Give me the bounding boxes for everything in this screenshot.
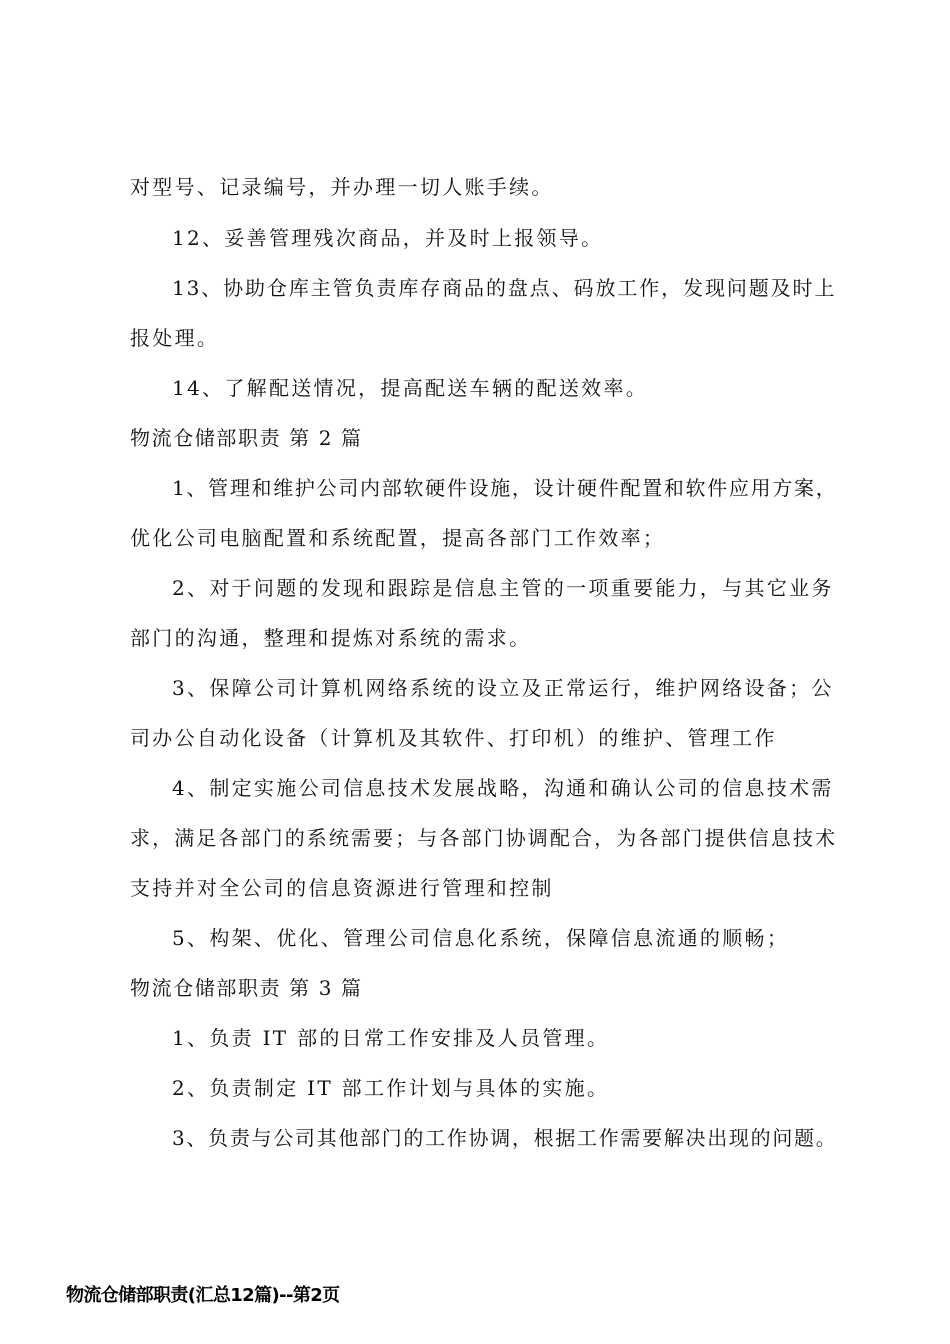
paragraph-line: 求，满足各部门的系统需要；与各部门协调配合，为各部门提供信息技术 bbox=[130, 826, 838, 850]
list-item-2: 2、对于问题的发现和跟踪是信息主管的一项重要能力，与其它业务 bbox=[172, 576, 834, 600]
list-item-4: 4、制定实施公司信息技术发展战略，沟通和确认公司的信息技术需 bbox=[172, 776, 834, 800]
list-item-3: 3、保障公司计算机网络系统的设立及正常运行，维护网络设备；公 bbox=[172, 676, 834, 700]
section-heading-3: 物流仓储部职责 第 3 篇 bbox=[130, 976, 363, 1000]
list-item-12: 12、妥善管理残次商品，并及时上报领导。 bbox=[172, 226, 604, 250]
list-item-1: 1、负责 IT 部的日常工作安排及人员管理。 bbox=[172, 1026, 610, 1050]
list-item-5: 5、构架、优化、管理公司信息化系统，保障信息流通的顺畅； bbox=[172, 926, 790, 950]
list-item-14: 14、了解配送情况，提高配送车辆的配送效率。 bbox=[172, 376, 649, 400]
page-footer: 物流仓储部职责(汇总12篇)--第2页 bbox=[66, 1285, 340, 1306]
list-item-1: 1、管理和维护公司内部软硬件设施，设计硬件配置和软件应用方案， bbox=[172, 476, 838, 500]
paragraph-line: 报处理。 bbox=[130, 326, 220, 350]
paragraph-line: 对型号、记录编号，并办理一切人账手续。 bbox=[130, 175, 554, 199]
list-item-13: 13、协助仓库主管负责库存商品的盘点、码放工作，发现问题及时上 bbox=[172, 276, 837, 300]
list-item-2: 2、负责制定 IT 部工作计划与具体的实施。 bbox=[172, 1076, 610, 1100]
paragraph-line: 优化公司电脑配置和系统配置，提高各部门工作效率； bbox=[130, 526, 666, 550]
paragraph-line: 支持并对全公司的信息资源进行管理和控制 bbox=[130, 876, 554, 900]
paragraph-line: 司办公自动化设备（计算机及其软件、打印机）的维护、管理工作 bbox=[130, 726, 777, 750]
paragraph-line: 部门的沟通，整理和提炼对系统的需求。 bbox=[130, 626, 532, 650]
list-item-3: 3、负责与公司其他部门的工作协调，根据工作需要解决出现的问题。 bbox=[172, 1126, 838, 1150]
section-heading-2: 物流仓储部职责 第 2 篇 bbox=[130, 426, 363, 450]
